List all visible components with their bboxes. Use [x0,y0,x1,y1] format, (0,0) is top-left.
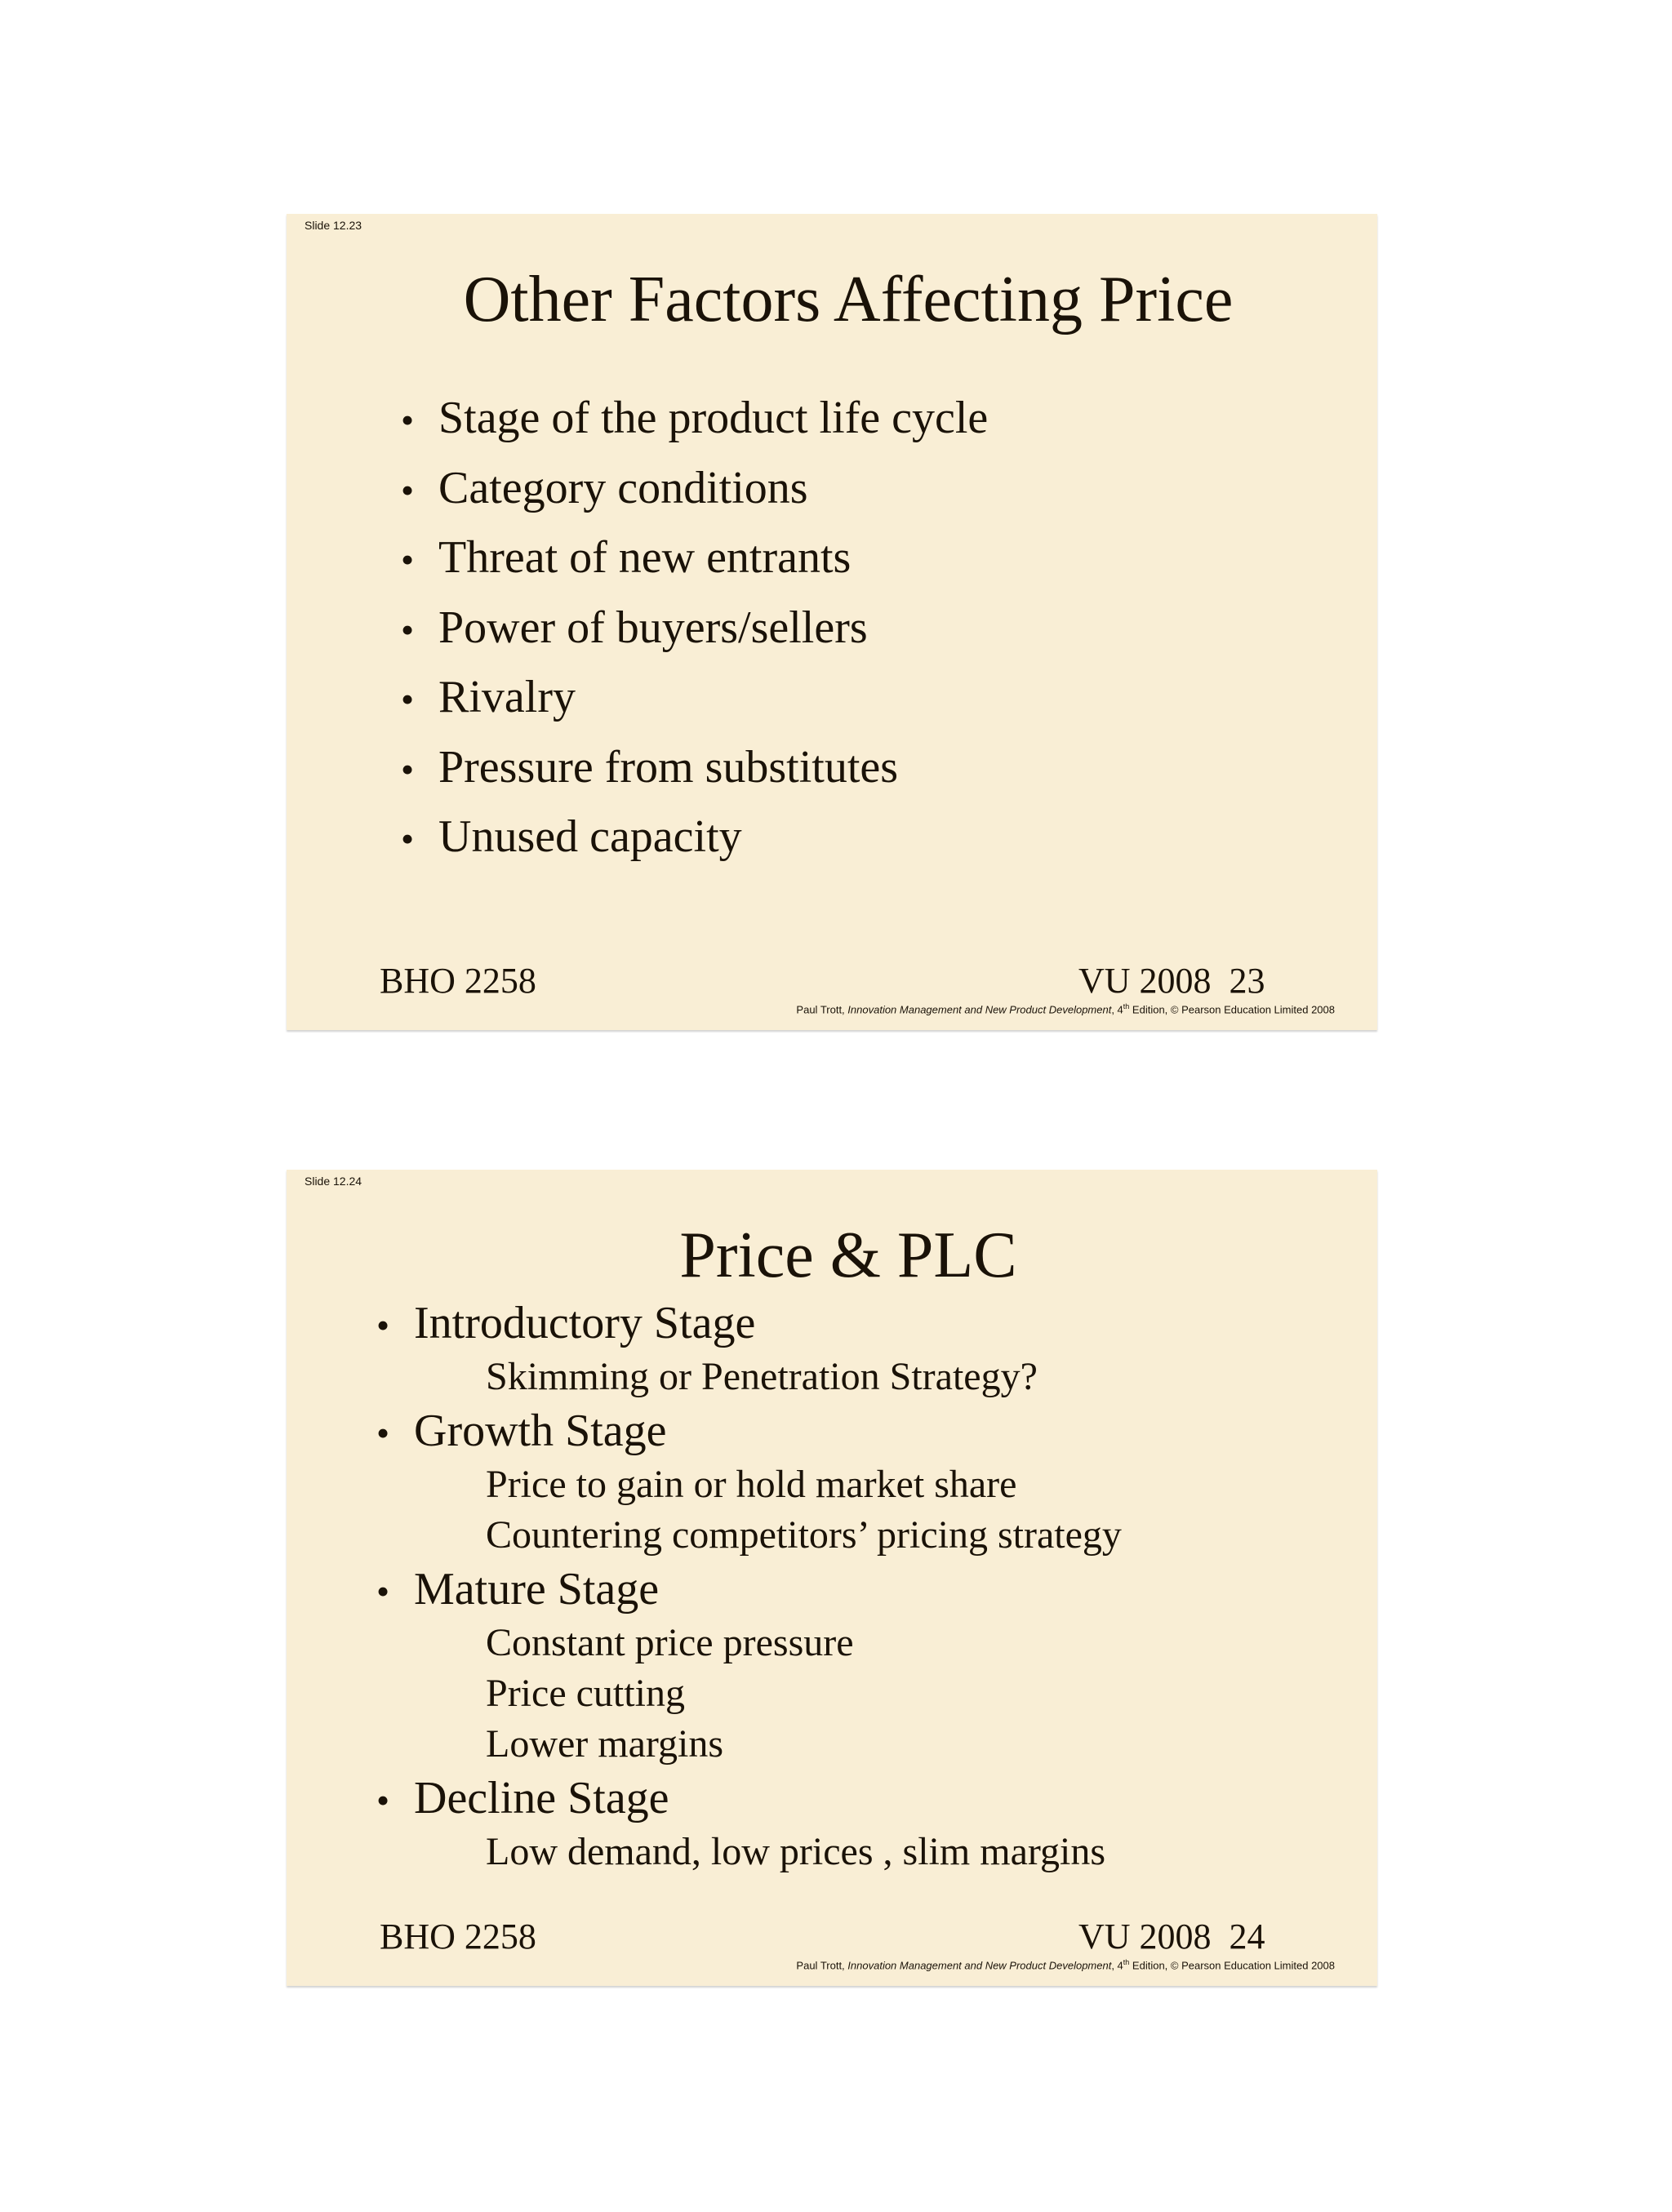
stage-label: Mature Stage [414,1564,660,1615]
slide-title: Other Factors Affecting Price [463,264,1234,335]
bullet-text: Pressure from substitutes [438,741,899,793]
bullet-text: Rivalry [438,672,576,722]
credit-publisher: Edition, © Pearson Education Limited 2008 [1129,1959,1335,1972]
bullet-icon: • [401,608,415,651]
bullet-icon: • [401,678,415,720]
bullet-icon: • [376,1570,390,1612]
list-item [376,1402,1122,1561]
stage-detail: Countering competitors’ pricing strategy [486,1513,1122,1557]
credit-edition: , 4 [1111,1959,1123,1972]
stage-details [376,1459,1122,1561]
course-code: BHO 2258 [380,961,536,1001]
bullet-text: Stage of the product life cycle [438,393,989,443]
list-item [376,1770,1122,1877]
bullet-icon: • [401,818,415,859]
bullet-icon: • [376,1412,390,1454]
stage-list [376,1295,1122,1877]
stage-details [376,1618,1122,1770]
credit-author: Paul Trott, [796,1003,848,1016]
stage-heading [376,1770,1122,1827]
stage-detail: Price cutting [486,1672,685,1715]
bullet-icon: • [401,469,415,511]
credit-author: Paul Trott, [796,1959,848,1972]
course-code: BHO 2258 [380,1917,536,1957]
credit-publisher: Edition, © Pearson Education Limited 2008 [1129,1003,1335,1016]
stage-details [376,1827,1122,1877]
list-item [401,733,988,803]
list-item [376,1561,1122,1770]
bullet-icon: • [376,1779,390,1821]
stage-label: Decline Stage [414,1773,669,1823]
slide-12-23 [287,214,1377,1030]
credit-edition-sup: th [1123,1958,1130,1966]
bullet-text: Category conditions [438,462,808,513]
credit-line [796,1958,1335,1971]
credit-edition: , 4 [1111,1003,1123,1016]
slide-12-24 [287,1170,1377,1986]
stage-heading [376,1295,1122,1352]
bullet-icon: • [401,539,415,580]
stage-heading [376,1561,1122,1618]
slide-number: Slide 12.24 [305,1175,362,1188]
slide-title: Price & PLC [679,1219,1017,1291]
bullet-list [401,384,988,873]
stage-detail: Skimming or Penetration Strategy? [486,1355,1038,1398]
stage-detail: Price to gain or hold market share [486,1463,1017,1506]
footer-page: VU 2008 23 [1078,961,1265,1001]
bullet-icon: • [401,399,415,441]
stage-details [376,1352,1122,1402]
stage-detail: Low demand, low prices , slim margins [486,1830,1105,1873]
bullet-icon: • [401,748,415,790]
bullet-text: Power of buyers/sellers [438,602,868,653]
bullet-text: Threat of new entrants [438,532,852,583]
stage-detail: Constant price pressure [486,1621,854,1664]
stage-label: Growth Stage [414,1406,667,1456]
stage-heading [376,1402,1122,1459]
bullet-icon: • [376,1304,390,1346]
stage-detail: Lower margins [486,1722,724,1766]
list-item [401,593,988,664]
slide-number: Slide 12.23 [305,219,362,232]
list-item [401,384,988,454]
bullet-text: Unused capacity [438,811,742,862]
footer-page: VU 2008 24 [1078,1917,1265,1957]
credit-edition-sup: th [1123,1002,1130,1011]
list-item [401,454,988,524]
list-item [401,523,988,593]
stage-label: Introductory Stage [414,1298,756,1348]
list-item [376,1295,1122,1402]
credit-book: Innovation Management and New Product Development [847,1003,1112,1016]
list-item [401,663,988,733]
credit-book: Innovation Management and New Product Development [847,1959,1112,1972]
list-item [401,802,988,873]
credit-line [796,1002,1335,1015]
